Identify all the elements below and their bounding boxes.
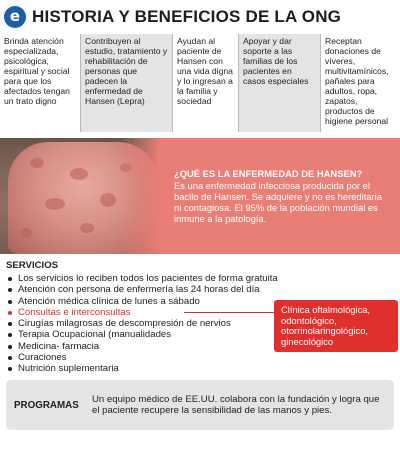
list-item: Curaciones [6, 352, 286, 363]
bullet-icon [8, 311, 12, 315]
benefit-item: Apoyar y dar soporte a las familias de los pacientes en casos especiales [238, 34, 320, 132]
hansen-description: Es una enfermedad infecciosa producida por el bacilo de Hansen. Se adquiere y no es hereditaria ni contagiosa. El 95% de la población mundial es inmune a la patología. [174, 180, 382, 224]
services-list [6, 273, 286, 375]
bullet-icon [8, 300, 12, 304]
services-section [6, 260, 286, 375]
benefits-row [0, 34, 400, 132]
header [0, 0, 400, 34]
bullet-icon [8, 277, 12, 281]
bullet-icon [8, 356, 12, 360]
hansen-info-band [0, 138, 400, 254]
logo-letter: e [9, 6, 21, 25]
ong-logo-icon [4, 6, 26, 28]
bullet-icon [8, 367, 12, 371]
list-item: Medicina- farmacia [6, 341, 286, 352]
benefit-item: Ayudan al paciente de Hansen con una vida digna y lo ingresan a la familia y sociedad [172, 34, 238, 132]
list-item: Los servicios lo reciben todos los pacientes de forma gratuita [6, 273, 286, 284]
list-item: Atención médica clínica de lunes a sábado [6, 296, 286, 307]
hansen-info-panel [160, 138, 400, 254]
programs-label: PROGRAMAS [14, 399, 79, 411]
patient-back-photo [0, 138, 160, 254]
services-title: SERVICIOS [6, 260, 59, 271]
bullet-icon [8, 345, 12, 349]
list-item: Cirugías milagrosas de descompresión de nervios [6, 318, 286, 329]
bullet-icon [8, 333, 12, 337]
list-item: Terapia Ocupacional (manualidades [6, 329, 286, 340]
programs-text: Un equipo médico de EE.UU. colabora con la fundación y logra que el paciente recupere la sensibilidad de las manos y pies. [92, 394, 380, 416]
benefit-item: Brinda atención especializada, psicológica, espiritual y social para que los afectados tengan un trato digno [0, 34, 80, 132]
benefit-item: Receptan donaciones de víveres, multivitamínicos, pañales para adultos, ropa, zapatos, productos de higiene personal [320, 34, 400, 132]
list-item-highlighted: Consultas e interconsultas [6, 307, 286, 318]
page-title: HISTORIA Y BENEFICIOS DE LA ONG [32, 7, 342, 26]
benefit-item: Contribuyen al estudio, tratamiento y rehabilitación de personas que padecen la enfermedad de Hansen (Lepra) [80, 34, 172, 132]
programs-box [6, 380, 394, 430]
callout-connector-line [184, 312, 274, 313]
hansen-heading: ¿QUÉ ES LA ENFERMEDAD DE HANSEN? [174, 168, 363, 179]
list-item: Atención con persona de enfermería las 24 horas del día [6, 284, 286, 295]
consultas-callout: Clínica oftalmológica, odontológico, otorrinolaringológico, ginecológico [274, 300, 398, 352]
bullet-icon [8, 288, 12, 292]
list-item: Nutrición suplementaria [6, 363, 286, 374]
bullet-icon [8, 322, 12, 326]
